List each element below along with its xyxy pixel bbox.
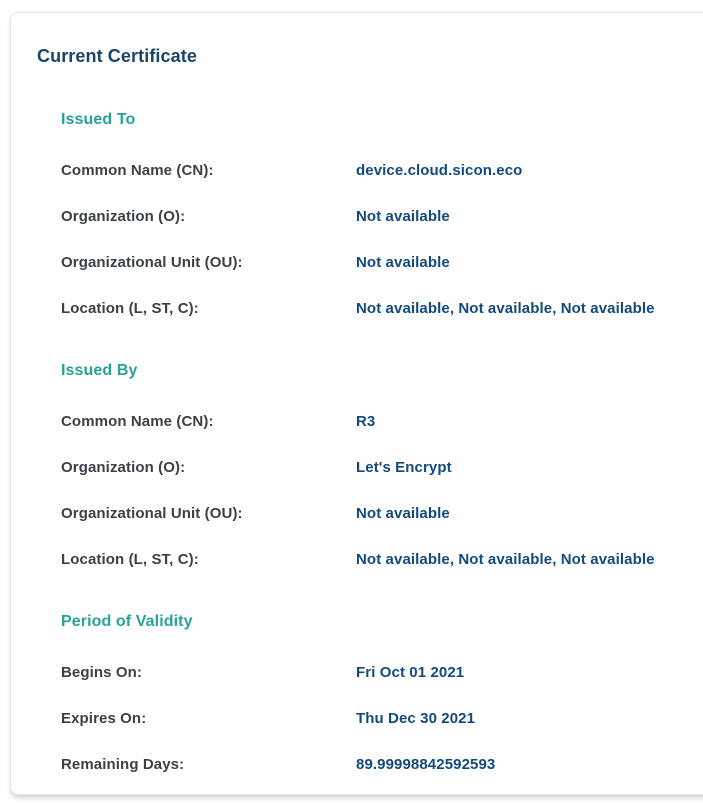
field-value: Let's Encrypt (356, 459, 452, 476)
field-label: Location (L, ST, C): (61, 551, 199, 568)
field-label: Remaining Days: (61, 756, 185, 773)
section-issued-to (61, 110, 695, 318)
certificate-sections (37, 110, 695, 774)
field-value: Not available (356, 254, 450, 271)
section-period-of-validity (61, 612, 695, 774)
field-value: Not available, Not available, Not available (356, 551, 655, 568)
field-label: Organizational Unit (OU): (61, 505, 243, 522)
field-value: Fri Oct 01 2021 (356, 664, 465, 681)
field-label: Organizational Unit (OU): (61, 254, 243, 271)
cert-field-row (61, 253, 695, 272)
cert-field-row (61, 504, 695, 523)
section-heading: Issued By (61, 362, 138, 379)
field-label: Begins On: (61, 664, 143, 681)
section-issued-by (61, 361, 695, 569)
cert-field-row (61, 709, 695, 728)
cert-field-row (61, 458, 695, 477)
cert-field-row (61, 161, 695, 180)
cert-field-row (61, 412, 695, 431)
field-label: Organization (O): (61, 459, 186, 476)
cert-field-row (61, 663, 695, 682)
field-label: Common Name (CN): (61, 162, 214, 179)
field-label: Organization (O): (61, 208, 186, 225)
field-value: Not available (356, 208, 450, 225)
field-value: Thu Dec 30 2021 (356, 710, 476, 727)
field-value: 89.99998842592593 (356, 756, 496, 773)
field-value: Not available (356, 505, 450, 522)
field-label: Common Name (CN): (61, 413, 214, 430)
field-label: Expires On: (61, 710, 147, 727)
field-value: Not available, Not available, Not available (356, 300, 655, 317)
current-certificate-card (10, 12, 703, 795)
field-value: R3 (356, 413, 376, 430)
section-heading: Period of Validity (61, 613, 193, 630)
section-heading: Issued To (61, 111, 136, 128)
cert-field-row (61, 299, 695, 318)
field-label: Location (L, ST, C): (61, 300, 199, 317)
cert-field-row (61, 755, 695, 774)
cert-field-row (61, 550, 695, 569)
card-title: Current Certificate (37, 46, 197, 66)
field-value: device.cloud.sicon.eco (356, 162, 523, 179)
cert-field-row (61, 207, 695, 226)
